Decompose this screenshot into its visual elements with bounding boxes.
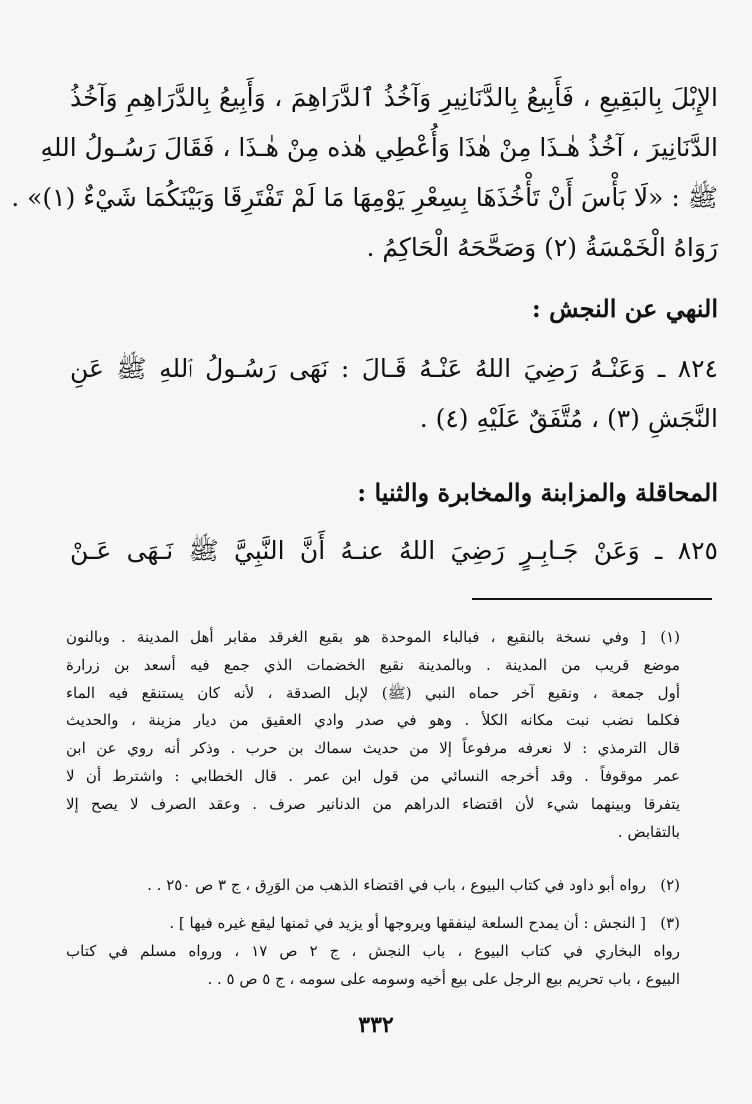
footnote-line: بالتقابض . xyxy=(617,822,680,841)
footnote-line: البيوع ، باب تحريم بيع الرجل على بيع أخيه وسومه على سومه ، ج ٥ ص ٥ . . xyxy=(207,969,680,988)
footnote-line: [ النجش : أن يمدح السلعة لينفقها ويروجها أو يزيد في ثمنها ليقع غيره فيها ] . xyxy=(169,914,646,932)
footnote-1 xyxy=(66,624,680,846)
footnote-line: أول جمعة ، ونقيع آخر حماه النبي (ﷺ) لإبل الصدقة ، لأنه كان يستنقع فيه الماء xyxy=(66,683,680,702)
footnote-number: (٢) xyxy=(660,876,680,894)
footnote-line: فكلما نضب نبت مكانه الكلأ . وهو في صدر وادي العقيق من ديار مزينة ، والحديث xyxy=(66,711,680,730)
footnote-line: رواه أبو داود في كتاب البيوع ، باب في اقتضاء الذهب من الوَرِق ، ج ٣ ص ٢٥٠ . . xyxy=(147,876,646,894)
hadith-824 xyxy=(70,344,718,444)
text-line: الإِبْلَ بِالبَقِيعِ ، فَأَبِيعُ بِالدَّنَانِيرِ وَآخُذُ ٱلدَّرَاهِمَ ، وَأَبِيعُ بِالدَّرَاهِمِ وَآخُذُ xyxy=(70,83,718,112)
footnote-line: [ وفي نسخة بالنقيع ، فبالباء الموحدة هو بقيع الغرقد مقابر أهل المدينة . وبالنون xyxy=(66,628,646,646)
footnote-line: موضع قريب من المدينة . وبالمدينة نقيع الخضمات الذي جمع فيه أسعد بن زرارة xyxy=(66,655,680,674)
footnote-line: عمر موقوفاً . وقد أخرجه النسائي من قول ابن عمر . قال الخطابي : واشترط أن لا xyxy=(66,766,680,785)
footnote-2 xyxy=(66,872,680,900)
section-heading-muhaqala: المحاقلة والمزابنة والمخابرة والثنيا : xyxy=(357,478,718,507)
text-line: الدَّنَانِيرَ ، آخُذُ هٰـذَا مِنْ هٰذَا وَأُعْطِي هٰذه مِنْ هٰـذَا ، فَقَالَ رَسُـولُ اللهِ xyxy=(40,133,718,162)
text-line: النَّجَشِ (٣) ، مُتَّفَقٌ عَلَيْهِ (٤) . xyxy=(419,404,718,433)
footnote-line: قال الترمذي : لا نعرفه مرفوعاً إلا من حديث سماك بن حرب . وذكر أنه روي عن ابن xyxy=(66,739,680,758)
text-line: رَوَاهُ الْخَمْسَةُ (٢) وَصَحَّحَهُ الْحَاكِمُ . xyxy=(366,233,718,262)
footnote-number: (٣) xyxy=(660,914,680,932)
page-number: ٣٣٢ xyxy=(358,1012,394,1038)
footnote-line: يتفرقا وبينهما شيء لأن اقتضاء الدراهم من الدنانير صرف . وعقد الصرف لا يصح إلا xyxy=(66,794,680,813)
hadith-825 xyxy=(70,526,718,576)
text-line: ٨٢٥ ـ وَعَنْ جَـابِـرٍ رَضِيَ اللهُ عنـهُ أَنَّ النَّبِيَّ ﷺ نَـهَى عَـنْ xyxy=(70,536,718,565)
footnote-line: رواه البخاري في كتاب البيوع ، باب النجش ، ج ٢ ص ١٧ ، ورواه مسلم في كتاب xyxy=(66,941,680,960)
hadith-823-continuation xyxy=(11,73,718,273)
footnote-3 xyxy=(66,910,680,993)
footnote-number: (١) xyxy=(660,628,680,646)
text-line: ٨٢٤ ـ وَعَنْـهُ رَضِيَ اللهُ عَنْـهُ قَـالَ : نَهَى رَسُـولُ ٱللهِ ﷺ عَنِ xyxy=(70,354,718,383)
footnote-separator xyxy=(472,598,712,600)
section-heading-najsh: النهي عن النجش : xyxy=(531,294,718,323)
text-line: ﷺ : «لَا بَأْسَ أَنْ تَأْخُذَهَا بِسِعْرِ يَوْمِهَا مَا لَمْ تَفْتَرِقَا وَبَيْنَكُمَا شَيْءٌ (١)» . xyxy=(11,183,718,212)
